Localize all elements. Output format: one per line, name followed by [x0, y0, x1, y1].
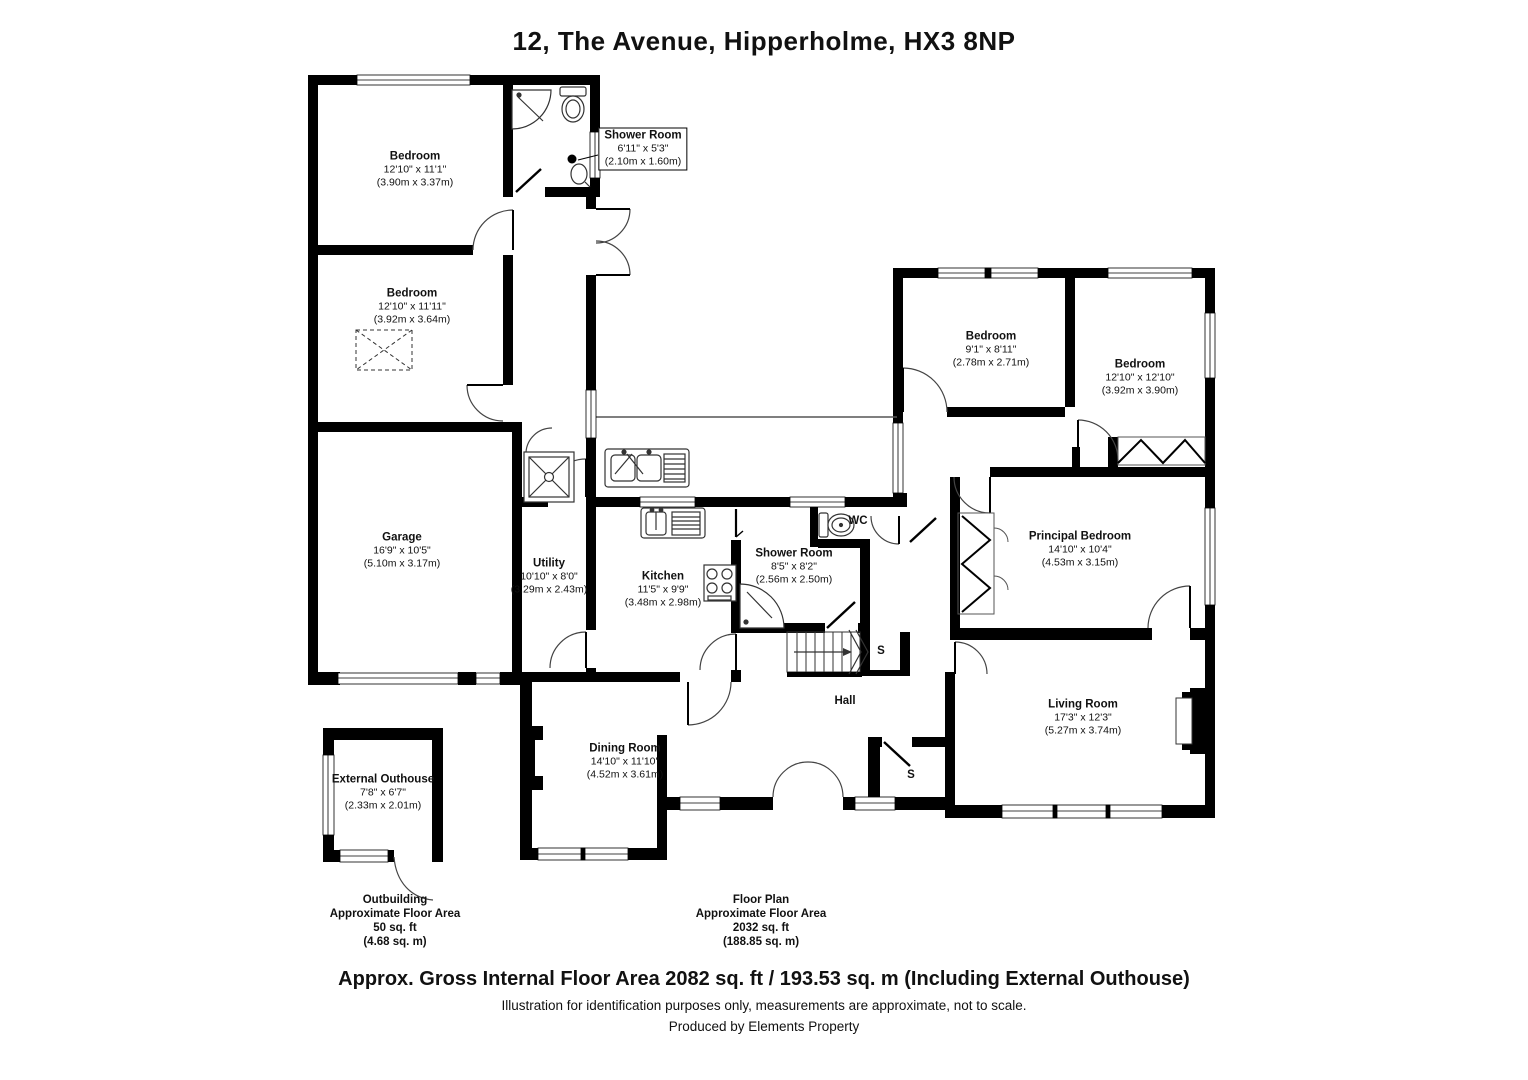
room-label-bedroom-e: Bedroom 12'10" x 12'10" (3.92m x 3.90m) — [1101, 358, 1179, 397]
door-arc — [550, 632, 586, 668]
door-arc — [473, 210, 513, 250]
shower-tray-icon — [740, 584, 784, 628]
window — [640, 497, 695, 507]
door-arc — [688, 682, 731, 725]
door-arc — [596, 241, 630, 275]
window — [1205, 313, 1215, 378]
room-label-utility: Utility 10'10" x 8'0" (3.29m x 2.43m) — [510, 557, 588, 596]
window — [586, 390, 596, 438]
door-arc — [903, 368, 947, 412]
sink-icon — [641, 508, 705, 538]
hall-label: Hall — [834, 695, 856, 707]
walls — [308, 75, 1215, 862]
window — [790, 497, 845, 507]
door-arc — [700, 634, 736, 670]
door-arc — [871, 516, 899, 544]
hob-icon — [704, 565, 736, 601]
room-label-bedroom-ne: Bedroom 9'1" x 8'11" (2.78m x 2.71m) — [952, 330, 1030, 369]
room-label-principal-bedroom: Principal Bedroom 14'10" x 10'4" (4.53m x 3.15m) — [1028, 530, 1132, 569]
front-door-arc — [773, 762, 808, 797]
rooflight-icon — [524, 452, 574, 502]
room-label-kitchen: Kitchen 11'5" x 9'9" (3.48m x 2.98m) — [624, 570, 702, 609]
garage-door — [338, 673, 458, 684]
window — [938, 268, 1038, 278]
door-arc — [596, 209, 630, 243]
sink-icon — [605, 449, 689, 487]
window — [1108, 268, 1192, 278]
shower-tray-icon — [512, 90, 551, 129]
door-arc — [467, 385, 503, 421]
store-label-lower: S — [907, 769, 915, 781]
floor-plan-caption: Floor Plan Approximate Floor Area 2032 sq. ft (188.85 sq. m) — [695, 894, 827, 948]
window — [1002, 805, 1162, 818]
room-label-external-outhouse: External Outhouse 7'8" x 6'7" (2.33m x 2.01m) — [331, 773, 435, 812]
window — [538, 848, 628, 860]
gross-area-text: Approx. Gross Internal Floor Area 2082 sq. ft / 193.53 sq. m (Including External Outhouse) — [338, 968, 1190, 990]
store-label-upper: S — [877, 645, 885, 657]
door-leaf — [516, 169, 541, 192]
window — [855, 797, 895, 810]
door-arc — [526, 428, 552, 452]
window — [1205, 508, 1215, 605]
window — [893, 423, 903, 493]
stairs — [787, 630, 868, 677]
door-arc — [1148, 586, 1190, 628]
front-door-arc — [808, 762, 843, 797]
room-label-bedroom-nw: Bedroom 12'10" x 11'1" (3.90m x 3.37m) — [376, 150, 454, 189]
window — [357, 75, 470, 85]
door-leaf — [884, 742, 910, 766]
room-label-garage: Garage 16'9" x 10'5" (5.10m x 3.17m) — [363, 531, 441, 570]
room-label-shower-room-main: Shower Room 8'5" x 8'2" (2.56m x 2.50m) — [755, 547, 833, 586]
room-label-living-room: Living Room 17'3" x 12'3" (5.27m x 3.74m) — [1044, 698, 1122, 737]
toilet-icon — [560, 87, 586, 122]
wc-label: WC — [848, 515, 868, 527]
wardrobes — [958, 437, 1205, 614]
dashed-hatch-box — [356, 330, 412, 370]
window — [340, 850, 388, 862]
page-title: 12, The Avenue, Hipperholme, HX3 8NP — [512, 26, 1016, 56]
door-leaf — [910, 518, 936, 542]
room-label-bedroom-w: Bedroom 12'10" x 11'11" (3.92m x 3.64m) — [373, 287, 451, 326]
disclaimer-text: Illustration for identification purposes only, measurements are approximate, not to scale. — [501, 998, 1027, 1013]
window — [680, 797, 720, 810]
window — [476, 673, 500, 684]
door-leaf — [827, 602, 855, 628]
produced-by-text: Produced by Elements Property — [668, 1019, 860, 1034]
wardrobe-zigzag — [958, 513, 1008, 614]
outbuilding-caption: Outbuilding Approximate Floor Area 50 sq. ft (4.68 sq. m) — [329, 894, 461, 948]
door-arc — [955, 642, 987, 674]
room-label-shower-room-annex: Shower Room 6'11" x 5'3" (2.10m x 1.60m) — [598, 128, 687, 171]
wardrobe-zigzag — [1118, 437, 1205, 465]
room-label-dining-room: Dining Room 14'10" x 11'10" (4.52m x 3.61m) — [586, 742, 664, 781]
